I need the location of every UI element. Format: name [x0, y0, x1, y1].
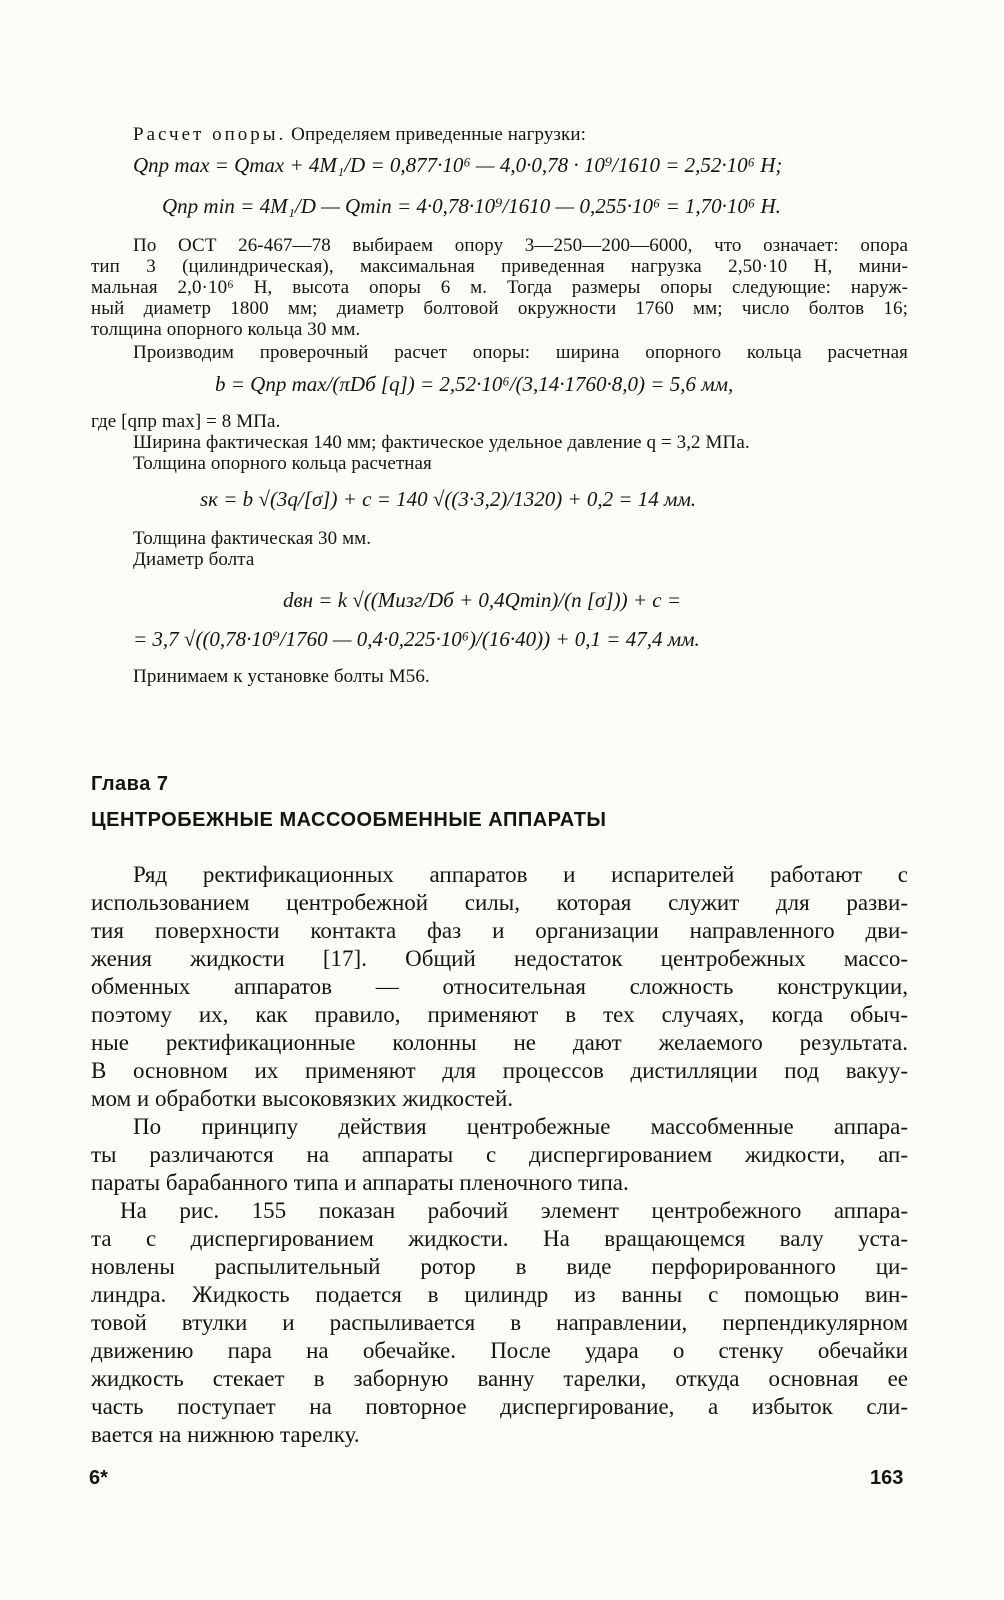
width-fact-line: Ширина фактическая 140 мм; фактическое удельное давление q = 3,2 МПа. [133, 432, 750, 453]
body-line: В основном их применяют для процессов дистилляции под вакуу- [91, 1058, 908, 1083]
equation-dvn-1: dвн = k √((Mизг/Dб + 0,4Qmin)/(n [σ])) + c = [283, 588, 681, 612]
body-line: Ряд ректификационных аппаратов и испарителей работают с [133, 862, 908, 887]
thickness-fact-line: Толщина фактическая 30 мм. [133, 528, 372, 549]
equation-sk: sк = b √(3q/[σ]) + c = 140 √((3·3,2)/1320) + 0,2 = 14 мм. [200, 487, 697, 511]
body-line: новлены распылительный ротор в виде перфорированного ци- [91, 1254, 908, 1279]
body-line: линдра. Жидкость подается в цилиндр из ванны с помощью вин- [91, 1282, 908, 1307]
body-line: По принципу действия центробежные массобменные аппара- [133, 1114, 908, 1139]
calc-heading [133, 124, 586, 146]
accept-bolts-line: Принимаем к установке болты М56. [133, 666, 430, 687]
equation-dvn-2: = 3,7 √((0,78·10⁹/1760 — 0,4·0,225·10⁶)/(16·40)) + 0,1 = 47,4 мм. [133, 627, 700, 651]
body-line: тия поверхности контакта фаз и организации направленного дви- [91, 918, 908, 943]
thickness-calc-line: Толщина опорного кольца расчетная [133, 453, 432, 474]
para1-line: тип 3 (цилиндрическая), максимальная приведенная нагрузка 2,50·10 Н, мини- [91, 256, 908, 277]
calc-heading-rest: Определяем приведенные нагрузки: [286, 124, 587, 145]
body-line: часть поступает на повторное диспергирование, а избыток сли- [91, 1394, 908, 1419]
body-line: жидкость стекает в заборную ванну тарелки, откуда основная ее [91, 1366, 908, 1391]
body-line: вается на нижнюю тарелку. [91, 1422, 360, 1447]
equation-qmin: Qпр min = 4M₁/D — Qmin = 4·0,78·10⁹/1610 — 0,255·10⁶ = 1,70·10⁶ Н. [162, 194, 781, 218]
para1-line: По ОСТ 26-467—78 выбираем опору 3—250—200—6000, что означает: опора [133, 235, 908, 256]
bolt-diameter-line: Диаметр болта [133, 549, 255, 570]
para1-line: толщина опорного кольца 30 мм. [91, 319, 361, 340]
chapter-label: Глава 7 [91, 773, 169, 795]
para2-line: Производим проверочный расчет опоры: ширина опорного кольца расчетная [133, 342, 908, 363]
para1-line: ный диаметр 1800 мм; диаметр болтовой окружности 1760 мм; число болтов 16; [91, 298, 908, 319]
equation-qmax: Qпр max = Qmax + 4M₁/D = 0,877·10⁶ — 4,0·0,78 · 10⁹/1610 = 2,52·10⁶ Н; [133, 153, 783, 177]
body-line: ные ректификационные колонны не дают желаемого результата. [91, 1030, 908, 1055]
where-line: где [qпр max] = 8 МПа. [91, 411, 281, 432]
calc-heading-spaced: Расчет опоры. [133, 124, 287, 145]
body-line: поэтому их, как правило, применяют в тех случаях, когда обыч- [91, 1002, 908, 1027]
chapter-title: ЦЕНТРОБЕЖНЫЕ МАССООБМЕННЫЕ АППАРАТЫ [91, 809, 607, 831]
body-line: обменных аппаратов — относительная сложность конструкции, [91, 974, 908, 999]
body-line: параты барабанного типа и аппараты пленочного типа. [91, 1170, 629, 1195]
body-line: движению пара на обечайке. После удара о стенку обечайки [91, 1338, 908, 1363]
para1-line: мальная 2,0·10⁶ Н, высота опоры 6 м. Тогда размеры опоры следующие: наруж- [91, 277, 908, 298]
body-line: мом и обработки высоковязких жидкостей. [91, 1086, 514, 1111]
equation-b: b = Qпр max/(πDб [q]) = 2,52·10⁶/(3,14·1760·8,0) = 5,6 мм, [215, 372, 734, 396]
body-line: На рис. 155 показан рабочий элемент центробежного аппара- [120, 1198, 908, 1223]
body-line: товой втулки и распыливается в направлении, перпендикулярном [91, 1310, 908, 1335]
body-line: использованием центробежной силы, которая служит для разви- [91, 890, 908, 915]
body-line: ты различаются на аппараты с диспергированием жидкости, ап- [91, 1142, 908, 1167]
signature-mark: 6* [89, 1467, 108, 1489]
body-line: та с диспергированием жидкости. На вращающемся валу уста- [91, 1226, 908, 1251]
page-number: 163 [870, 1467, 904, 1489]
body-line: жения жидкости [17]. Общий недостаток центробежных массо- [91, 946, 908, 971]
